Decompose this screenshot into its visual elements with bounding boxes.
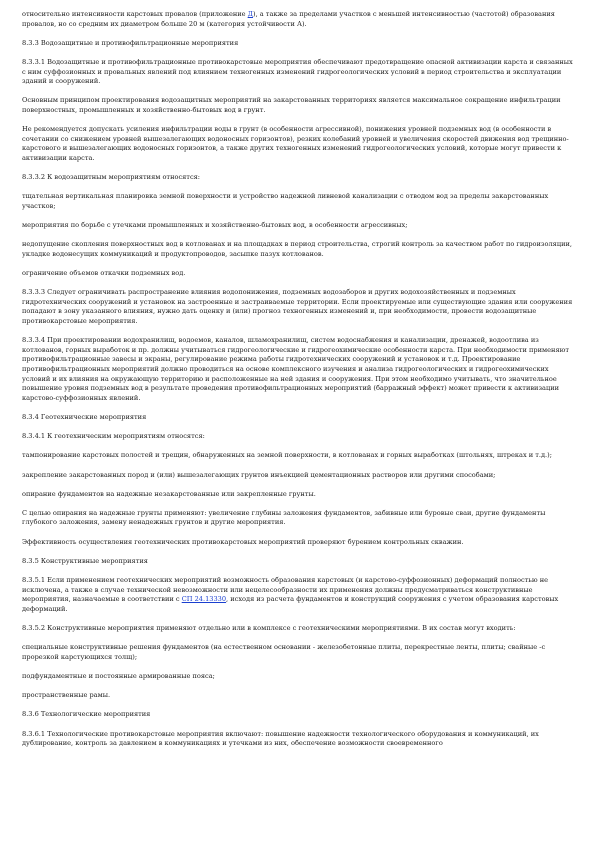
document-link[interactable]: Д <box>247 10 254 18</box>
paragraph-text: относительно интенсивности карстовых провалов (приложение <box>22 10 248 18</box>
paragraph-text: 8.3.6.1 Технологические противокарстовые мероприятия включают: повышение надежности технологического оборудования и коммуникаций, их дублирование, контроль за давлением в коммуникациях и утечками из них, обеспечение возможности своевременного <box>22 729 539 748</box>
paragraph-text: ), а также за пределами участков с меньшей интенсивностью (частотой) образования провалов, но со средним их диаметром больше 20 м (категория устойчивости А). <box>22 10 555 28</box>
paragraph <box>22 96 573 115</box>
paragraph-text: закрепление закарстованных пород и (или) вышезалегающих грунтов инъекцией цементационных растворов или другими способами; <box>22 470 496 479</box>
paragraph <box>22 336 573 403</box>
section-heading: 8.3.3 Водозащитные и противофильтрационные мероприятия <box>22 38 239 47</box>
section-heading: 8.3.5 Конструктивные мероприятия <box>22 556 148 565</box>
paragraph-text: 8.3.3.3 Следует ограничивать распространение влияния водопонижения, подземных водозаборов и других водохозяйственных и подземных гидротехнических сооружений и установок на застроенные и застраиваемые территории. Если проектируемые или существующие здания или сооружения попадают в зону указанного влияния, нужно дать оценку и (или) прогноз техногенных изменений и, при необходимости, провести водозащитные противокарстовые мероприятия. <box>22 288 573 325</box>
section-heading: 8.3.6 Технологические мероприятия <box>22 710 151 719</box>
paragraph-text: 8.3.3.4 При проектировании водохранилищ, водоемов, каналов, шламохранилищ, систем водоснабжения и канализации, дренажей, водоотлива из котлованов, горных выработок и пр. должны учитываться гидрогеологические и гидрогеохимические особенности карста. При необходимости применяют противофильтрационные завесы и экраны, регулирование режима работы гидротехнических сооружений и установок и т.д. Проектирование противофильтрационных мероприятий должно проводиться на основе комплексного изучения и анализа гидрогеологических и гидрогеохимических условий и их влияния на окружающую территорию и расположенные на ней здания и сооружения. При этом необходимо учитывать, что значительное повышение уровня подземных вод в результате проведения противофильтрационных мероприятий (барражный эффект) может привести к активизации карстово-суффозионных явлений. <box>22 336 569 402</box>
paragraph <box>22 490 573 500</box>
paragraph-text: опирание фундаментов на надежные незакарстованные или закрепленные грунты. <box>22 489 316 498</box>
paragraph-text: пространственные рамы. <box>22 691 111 700</box>
paragraph <box>22 576 573 614</box>
paragraph <box>22 240 573 259</box>
paragraph-text: С целью опирания на надежные грунты применяют: увеличение глубины заложения фундаментов, забивные или буровые сваи, другие фундаменты глубокого заложения, замену ненадежных грунтов и другие мероприятия. <box>22 508 546 527</box>
paragraph <box>22 730 573 749</box>
paragraph-text: Не рекомендуется допускать усиления инфильтрации воды в грунт (в особенности агрессивной), понижения уровней подземных вод (в особенности в сочетании со снижением уровней вышезалегающих водоносных горизонтов), резких колебаний уровней и увеличения скоростей движения вод трещинно-карстового и вышезалегающих водоносных горизонтов, а также других техногенных изменений гидрогеологических условий, которые могут привести к активизации карста. <box>22 125 569 162</box>
paragraph <box>22 471 573 481</box>
paragraph <box>22 672 573 682</box>
paragraph-text: ограничение объемов откачки подземных вод. <box>22 269 186 278</box>
paragraph-text: Основным принципом проектирования водозащитных мероприятий на закарстованных территориях является максимальное сокращение инфильтрации поверхностных, промышленных и хозяйственно-бытовых вод в грунт. <box>22 96 561 114</box>
paragraph <box>22 432 573 442</box>
paragraph-text: 8.3.3.2 К водозащитным мероприятиям относятся: <box>22 173 201 182</box>
paragraph <box>22 509 573 528</box>
paragraph-text: 8.3.4.1 К геотехническим мероприятиям относятся: <box>22 432 205 441</box>
paragraph-text: мероприятия по борьбе с утечками промышленных и хозяйственно-бытовых вод, в особенности агрессивных; <box>22 221 408 230</box>
paragraph <box>22 221 573 231</box>
paragraph-text: 8.3.5.1 Если применением геотехнических мероприятий возможность образования карстовых (и карстово-суффозионных) деформаций полностью не исключена, а также в случае технической невозможности или нецелесообразности их применения должны предусматриваться конструктивные мероприятия, назначаемые в соответствии с <box>22 576 549 604</box>
paragraph <box>22 269 573 279</box>
paragraph <box>22 624 573 634</box>
paragraph <box>22 643 573 662</box>
paragraph <box>22 288 573 326</box>
document-link[interactable]: СП 24.13330 <box>181 595 227 604</box>
paragraph <box>22 58 573 87</box>
paragraph-text: 8.3.3.1 Водозащитные и противофильтрационные противокарстовые мероприятия обеспечивают предотвращение опасной активизации карста и связанных с ним суффозионных и провальных явлений под влиянием техногенных изменений гидрогеологических условий в период строительства и эксплуатации зданий и сооружений. <box>22 57 573 86</box>
paragraph <box>22 173 573 183</box>
paragraph <box>22 125 573 163</box>
paragraph <box>22 10 573 29</box>
paragraph-text: , исходя из расчета фундаментов и конструкций сооружения с учетом образования карстовых деформаций. <box>22 595 559 613</box>
section-heading: 8.3.4 Геотехнические мероприятия <box>22 412 147 421</box>
paragraph-text: 8.3.5.2 Конструктивные мероприятия применяют отдельно или в комплексе с геотехническими мероприятиями. В их состав могут входить: <box>22 624 516 632</box>
paragraph <box>22 691 573 701</box>
paragraph <box>22 538 573 548</box>
paragraph <box>22 451 573 461</box>
paragraph <box>22 192 573 211</box>
paragraph-text: подфундаментные и постоянные армированные пояса; <box>22 671 215 680</box>
paragraph-text: тампонирование карстовых полостей и трещин, обнаруженных на земной поверхности, в котлованах и горных выработках (штольнях, штреках и т.д.); <box>22 451 552 460</box>
paragraph-text: Эффективность осуществления геотехнических противокарстовых мероприятий проверяют бурением контрольных скважин. <box>22 537 464 546</box>
paragraph-text: специальные конструктивные решения фундаментов (на естественном основании - железобетонные плиты, перекрестные ленты, плиты; свайные -с прорезкой карстующихся толщ); <box>22 643 546 661</box>
paragraph-text: тщательная вертикальная планировка земной поверхности и устройство надежной ливневой канализации с отводом вод за пределы закарстованных участков; <box>22 192 549 210</box>
paragraph-text: недопущение скопления поверхностных вод в котлованах и на площадках в период строительства, строгий контроль за качеством работ по гидроизоляции, укладке водонесущих коммуникаций и продуктопроводов, засыпке пазух котлованов. <box>22 240 572 258</box>
